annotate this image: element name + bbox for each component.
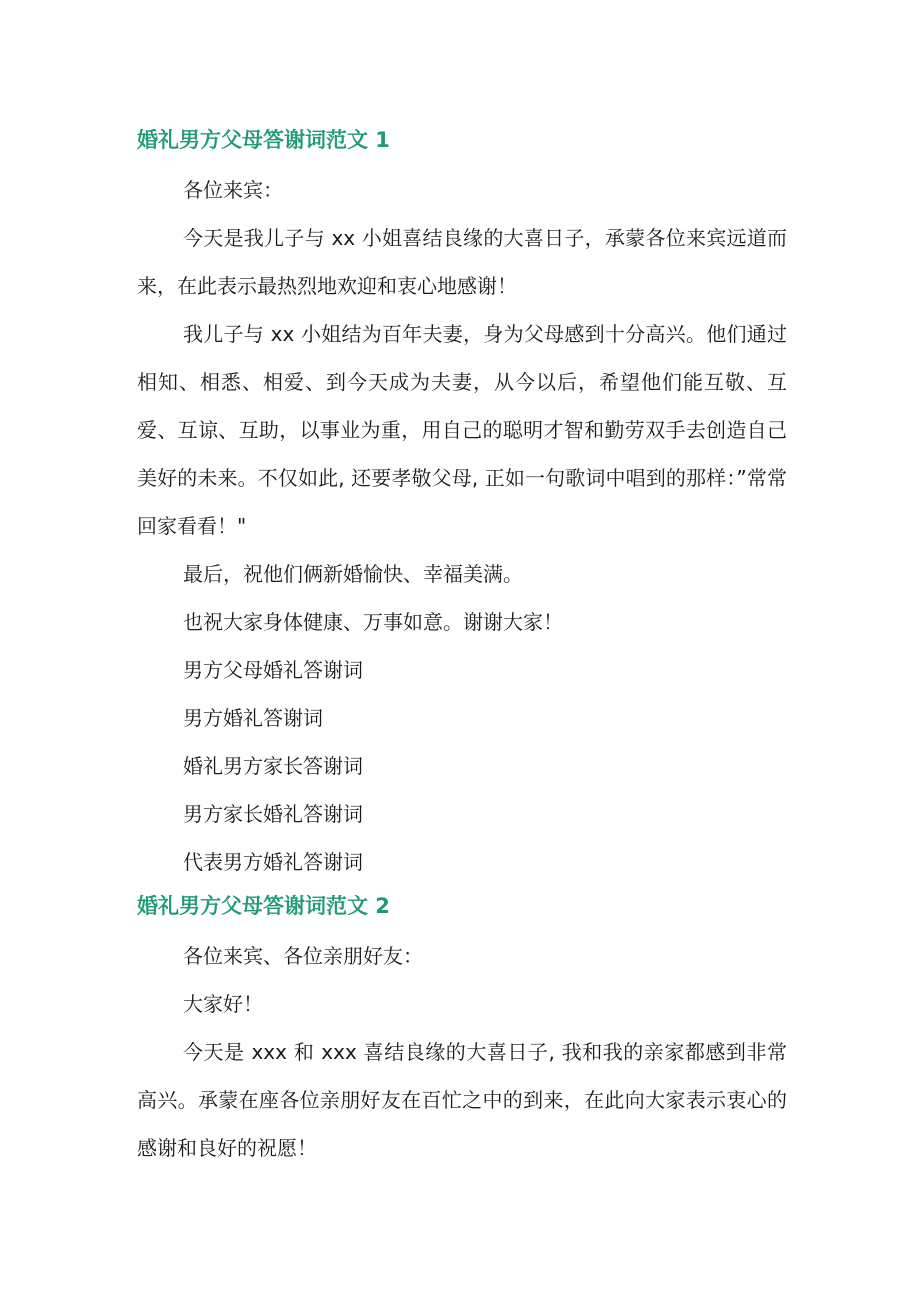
section-2-paragraph-1: 今天是 xxx 和 xxx 喜结良缘的大喜日子, 我和我的亲家都感到非常高兴。承蒙在座各位亲朋好友在百忙之中的到来，在此向大家表示衷心的感谢和良好的祝愿！: [137, 1040, 787, 1160]
section-2-salutation: 各位来宾、各位亲朋好友：: [183, 944, 423, 968]
section-1-paragraph-2: 我儿子与 xx 小姐结为百年夫妻，身为父母感到十分高兴。他们通过相知、相悉、相爱、到今天成为夫妻，从今以后，希望他们能互敬、互爱、互谅、互助，以事业为重，用自己的聪明才智和勤劳双手去创造自己美好的未来。不仅如此, 还要孝敬父母, 正如一句歌词中唱到的那样：”常常回家看看！": [137, 322, 787, 538]
related-title: 男方家长婚礼答谢词: [183, 802, 363, 826]
section-1-paragraph-4: 也祝大家身体健康、万事如意。谢谢大家！: [183, 610, 563, 634]
related-title: 代表男方婚礼答谢词: [183, 850, 363, 874]
related-title: 婚礼男方家长答谢词: [183, 754, 363, 778]
related-title: 男方父母婚礼答谢词: [183, 658, 363, 682]
section-1-paragraph-1: 今天是我儿子与 xx 小姐喜结良缘的大喜日子，承蒙各位来宾远道而来，在此表示最热烈地欢迎和衷心地感谢！: [137, 226, 787, 298]
section-2-heading: 婚礼男方父母答谢词范文 2: [137, 894, 390, 918]
related-titles-list: [137, 646, 787, 886]
related-title: 男方婚礼答谢词: [183, 706, 323, 730]
document-content: [137, 120, 787, 1172]
section-2-greeting: 大家好！: [183, 992, 263, 1016]
section-1-paragraph-3: 最后，祝他们俩新婚愉快、幸福美满。: [183, 562, 523, 586]
section-1-heading: 婚礼男方父母答谢词范文 1: [137, 128, 390, 152]
section-1-salutation: 各位来宾：: [183, 178, 283, 202]
